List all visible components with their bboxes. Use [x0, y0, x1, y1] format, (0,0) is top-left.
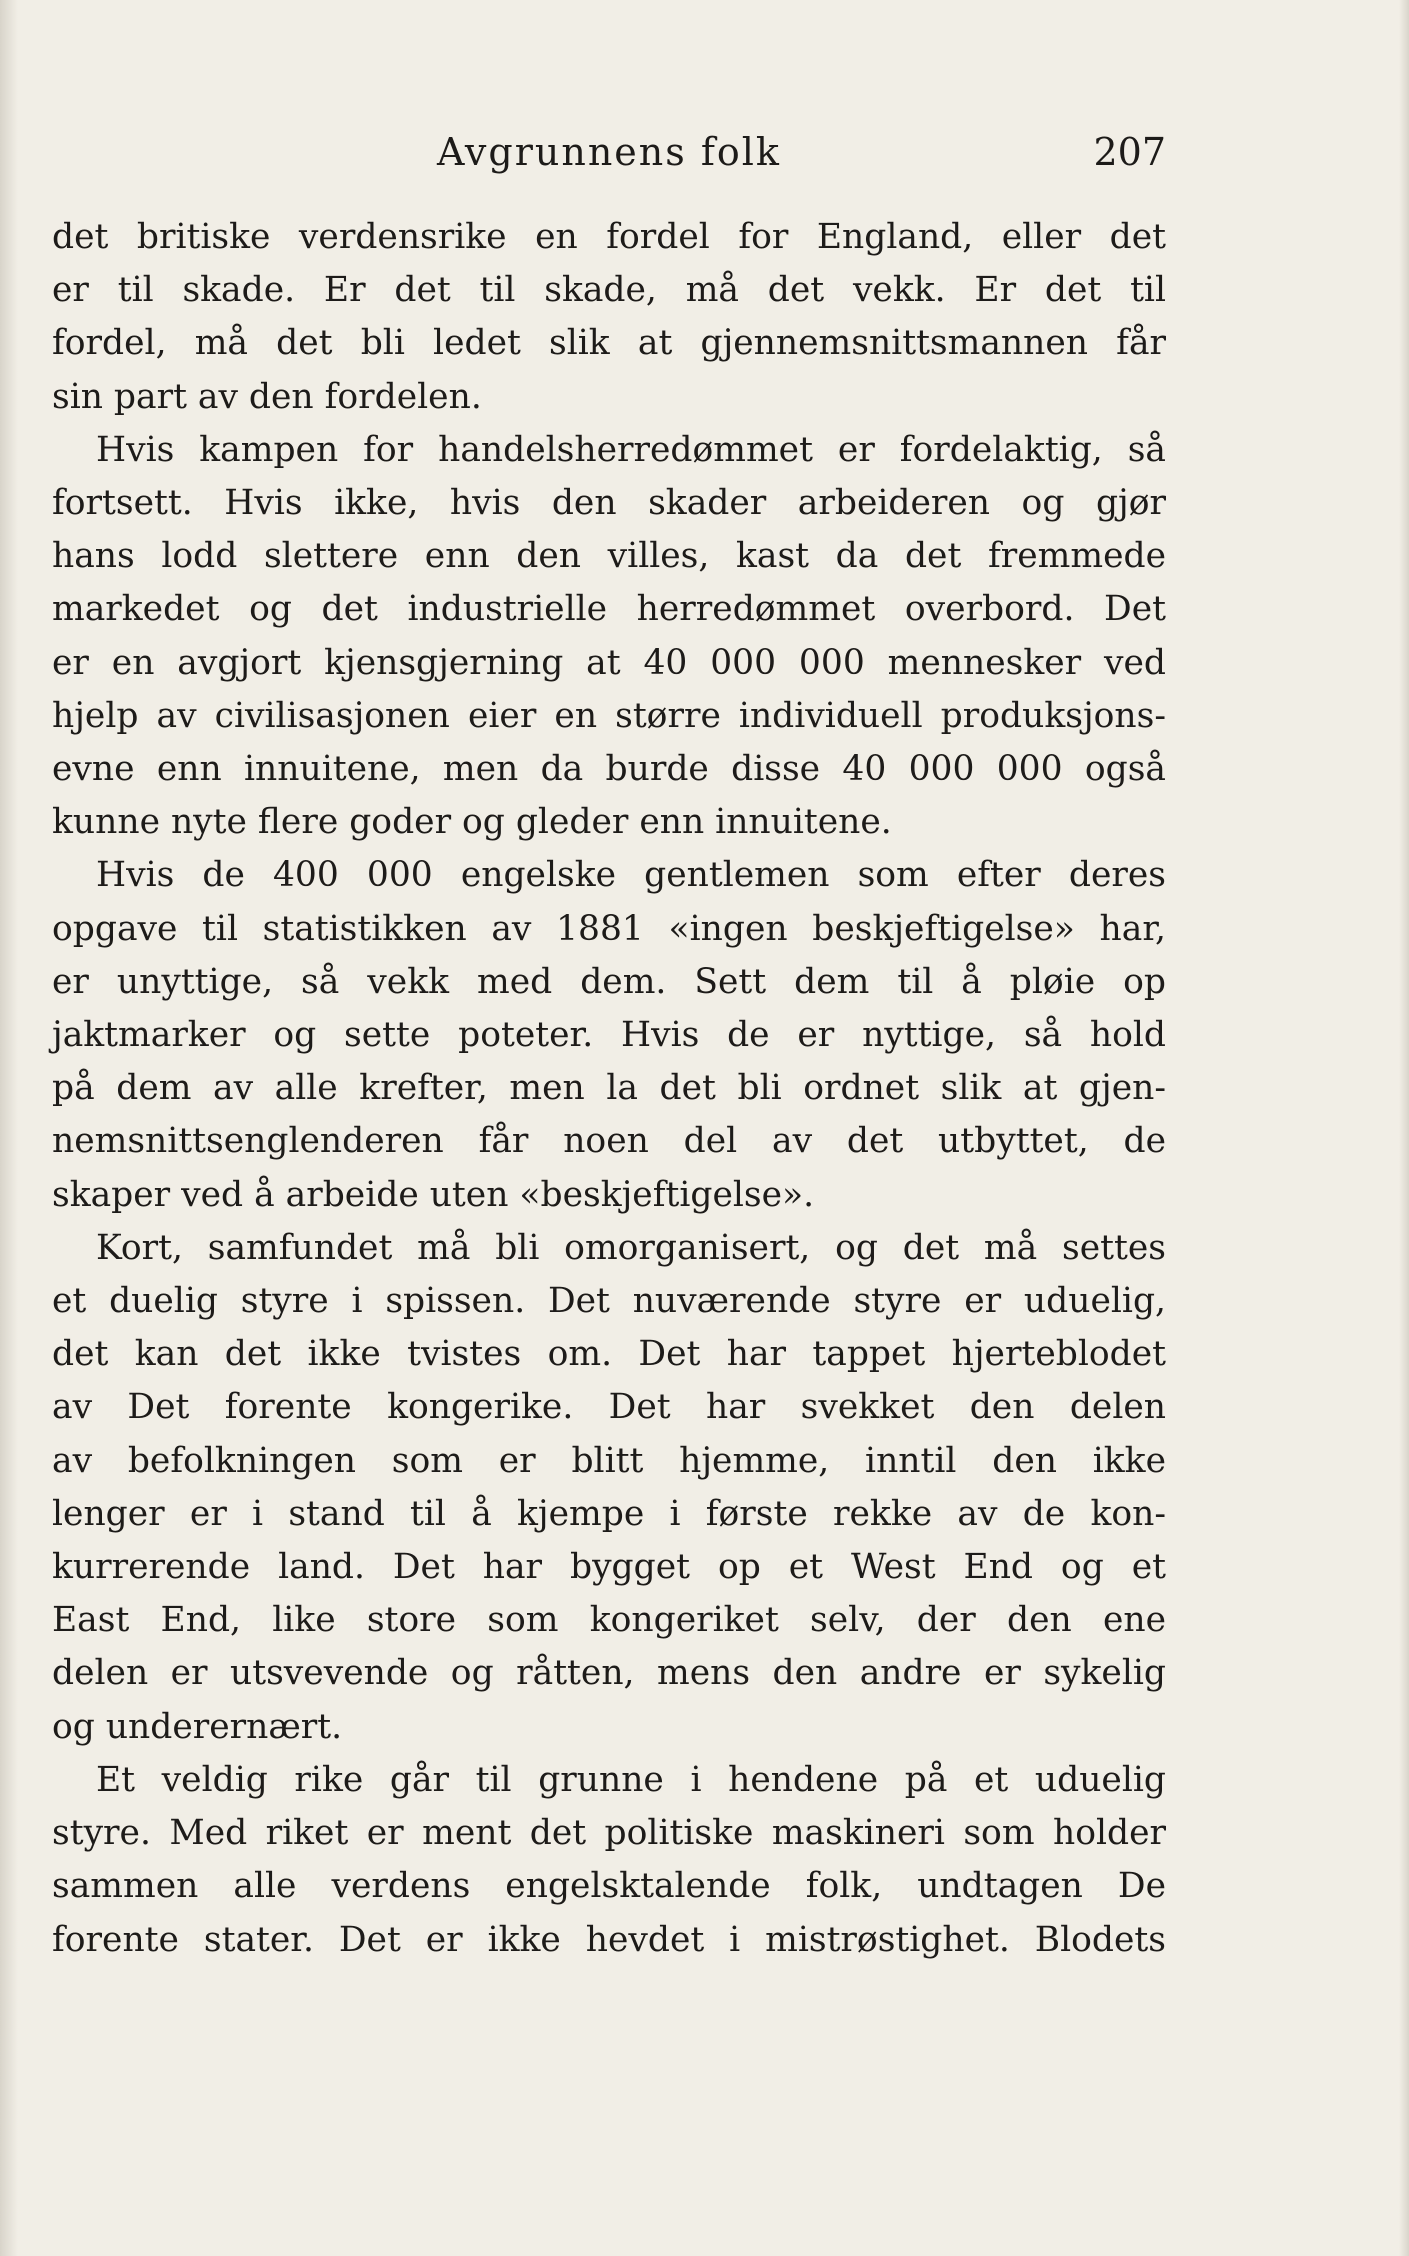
text-line: kunne nyte flere goder og gleder enn innuitene. — [52, 802, 892, 843]
text-line: er unyttige, så vekk med dem. Sett dem til å pløie op — [52, 961, 1166, 1002]
paragraph-5 — [52, 1754, 1166, 1967]
paragraph-2 — [52, 424, 1166, 850]
text-line: kurrerende land. Det har bygget op et West End og et — [52, 1547, 1166, 1588]
text-line: opgave til statistikken av 1881 «ingen beskjeftigelse» har, — [52, 908, 1166, 949]
text-line: delen er utsvevende og råtten, mens den andre er sykelig — [52, 1653, 1166, 1694]
running-title: Avgrunnens folk — [437, 130, 781, 174]
page-edge-shadow — [1399, 0, 1409, 2256]
text-line: et duelig styre i spissen. Det nuværende styre er uduelig, — [52, 1281, 1166, 1322]
text-line: sin part av den fordelen. — [52, 376, 482, 417]
text-line: Et veldig rike går til grunne i hendene på et uduelig — [96, 1759, 1166, 1800]
text-line: nemsnittsenglenderen får noen del av det utbyttet, de — [52, 1121, 1166, 1162]
text-line: på dem av alle krefter, men la det bli ordnet slik at gjen- — [52, 1068, 1166, 1109]
text-line: forente stater. Det er ikke hevdet i mistrøstighet. Blodets — [52, 1919, 1166, 1960]
binding-shadow — [0, 0, 18, 2256]
text-line: fortsett. Hvis ikke, hvis den skader arbeideren og gjør — [52, 483, 1166, 524]
text-line: Kort, samfundet må bli omorganisert, og det må settes — [96, 1227, 1166, 1268]
text-line: lenger er i stand til å kjempe i første rekke av de kon- — [52, 1493, 1166, 1534]
text-line: Hvis kampen for handelsherredømmet er fordelaktig, så — [96, 429, 1166, 470]
paragraph-1 — [52, 211, 1166, 424]
text-line: skaper ved å arbeide uten «beskjeftigelse». — [52, 1174, 815, 1215]
text-line: av Det forente kongerike. Det har svekket den delen — [52, 1387, 1166, 1428]
text-line: det kan det ikke tvistes om. Det har tappet hjerteblodet — [52, 1334, 1166, 1375]
text-line: og underernært. — [52, 1706, 343, 1747]
text-line: er en avgjort kjensgjerning at 40 000 000 mennesker ved — [52, 642, 1166, 683]
text-line: styre. Med riket er ment det politiske maskineri som holder — [52, 1813, 1166, 1854]
text-line: evne enn innuitene, men da burde disse 40 000 000 også — [52, 749, 1166, 790]
text-line: det britiske verdensrike en fordel for England, eller det — [52, 217, 1166, 257]
text-line: East End, like store som kongeriket selv, der den ene — [52, 1600, 1166, 1641]
text-line: jaktmarker og sette poteter. Hvis de er nyttige, så hold — [52, 1015, 1166, 1056]
text-line: fordel, må det bli ledet slik at gjennemsnittsmannen får — [52, 323, 1166, 364]
text-line: hans lodd slettere enn den villes, kast da det fremmede — [52, 536, 1166, 577]
text-line: hjelp av civilisasjonen eier en større individuell produksjons- — [52, 695, 1166, 736]
body-text — [52, 211, 1166, 1967]
text-line: Hvis de 400 000 engelske gentlemen som efter deres — [96, 855, 1166, 896]
page-header — [52, 122, 1166, 182]
paragraph-3 — [52, 849, 1166, 1221]
text-line: av befolkningen som er blitt hjemme, inntil den ikke — [52, 1440, 1166, 1481]
paragraph-4 — [52, 1222, 1166, 1754]
text-line: markedet og det industrielle herredømmet overbord. Det — [52, 589, 1166, 630]
text-line: sammen alle verdens engelsktalende folk, undtagen De — [52, 1866, 1166, 1907]
page-number: 207 — [1093, 130, 1166, 174]
text-line: er til skade. Er det til skade, må det vekk. Er det til — [52, 270, 1166, 311]
